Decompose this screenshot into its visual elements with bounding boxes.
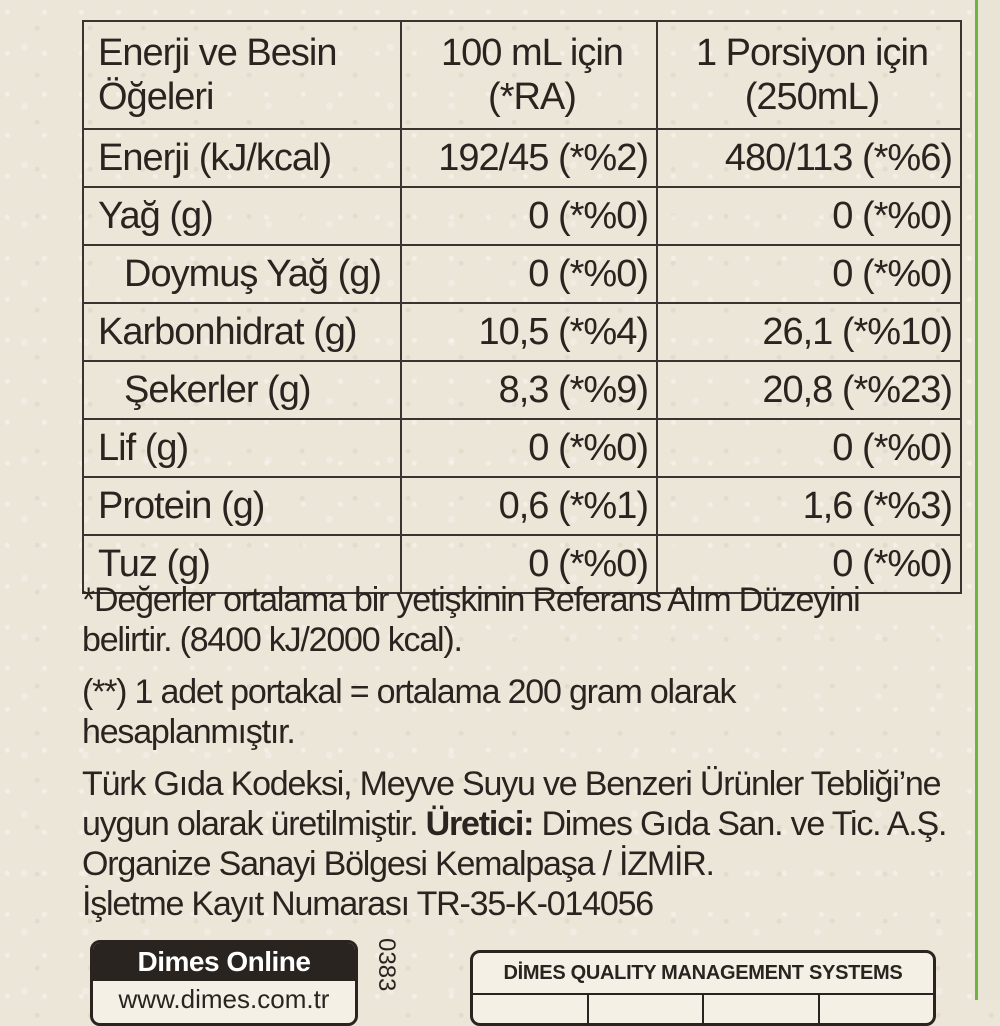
quality-management-box [470, 950, 936, 1026]
row-per-100ml: 10,5 (*%4) [401, 303, 657, 361]
table-row [83, 477, 961, 535]
table-row [83, 419, 961, 477]
orange-footnote: (**) 1 adet portakal = ortalama 200 gram olarak hesaplanmıştır. [82, 673, 736, 751]
table-row [83, 187, 961, 245]
row-per-100ml: 192/45 (*%2) [401, 129, 657, 187]
vertical-code: 0383 [373, 938, 400, 992]
row-label: Lif (g) [83, 419, 401, 477]
row-per-100ml: 0 (*%0) [401, 419, 657, 477]
row-per-100ml: 0 (*%0) [401, 535, 657, 593]
table-row [83, 303, 961, 361]
row-per-serving: 480/113 (*%6) [657, 129, 961, 187]
row-per-100ml: 0 (*%0) [401, 245, 657, 303]
dimes-online-title: Dimes Online [93, 943, 355, 981]
row-per-serving: 1,6 (*%3) [657, 477, 961, 535]
dimes-website-url: www.dimes.com.tr [118, 984, 330, 1014]
header-nutrients: Enerji ve Besin Öğeleri [83, 21, 401, 129]
table-row [83, 361, 961, 419]
row-label: Şekerler (g) [83, 361, 401, 419]
row-per-serving: 26,1 (*%10) [657, 303, 961, 361]
producer-label: Üretici: [425, 805, 534, 843]
registration-number: İşletme Kayıt Numarası TR-35-K-014056 [82, 885, 654, 923]
row-label: Protein (g) [83, 477, 401, 535]
row-per-serving: 0 (*%0) [657, 535, 961, 593]
row-per-serving: 0 (*%0) [657, 245, 961, 303]
row-per-100ml: 0,6 (*%1) [401, 477, 657, 535]
producer-name: Dimes Gıda San. ve Tic. A.Ş. [541, 805, 947, 843]
producer-block [82, 764, 952, 844]
row-label: Tuz (g) [83, 535, 401, 593]
header-per-100ml: 100 mL için (*RA) [401, 21, 657, 129]
row-label: Doymuş Yağ (g) [83, 245, 401, 303]
row-label: Yağ (g) [83, 187, 401, 245]
quality-management-title: DİMES QUALITY MANAGEMENT SYSTEMS [473, 953, 933, 995]
green-border-edge [975, 0, 1000, 1000]
row-per-serving: 0 (*%0) [657, 187, 961, 245]
row-per-100ml: 8,3 (*%9) [401, 361, 657, 419]
table-row [83, 129, 961, 187]
header-per-serving: 1 Porsiyon için (250mL) [657, 21, 961, 129]
table-header-row [83, 21, 961, 129]
nutrition-table [82, 20, 962, 594]
row-per-serving: 0 (*%0) [657, 419, 961, 477]
row-label: Karbonhidrat (g) [83, 303, 401, 361]
row-per-100ml: 0 (*%0) [401, 187, 657, 245]
row-per-serving: 20,8 (*%23) [657, 361, 961, 419]
table-row [83, 245, 961, 303]
row-label: Enerji (kJ/kcal) [83, 129, 401, 187]
dimes-online-box [90, 940, 358, 1026]
label-notes [82, 580, 952, 924]
codex-statement: Türk Gıda Kodeksi, Meyve Suyu ve Benzeri Ürünler Tebliği’ne uygun olarak üretilmiştir. [82, 765, 941, 843]
producer-address: Organize Sanayi Bölgesi Kemalpaşa / İZMİR. [82, 845, 714, 883]
ra-footnote: *Değerler ortalama bir yetişkinin Referans Alım Düzeyini belirtir. (8400 kJ/2000 kcal). [82, 581, 860, 659]
